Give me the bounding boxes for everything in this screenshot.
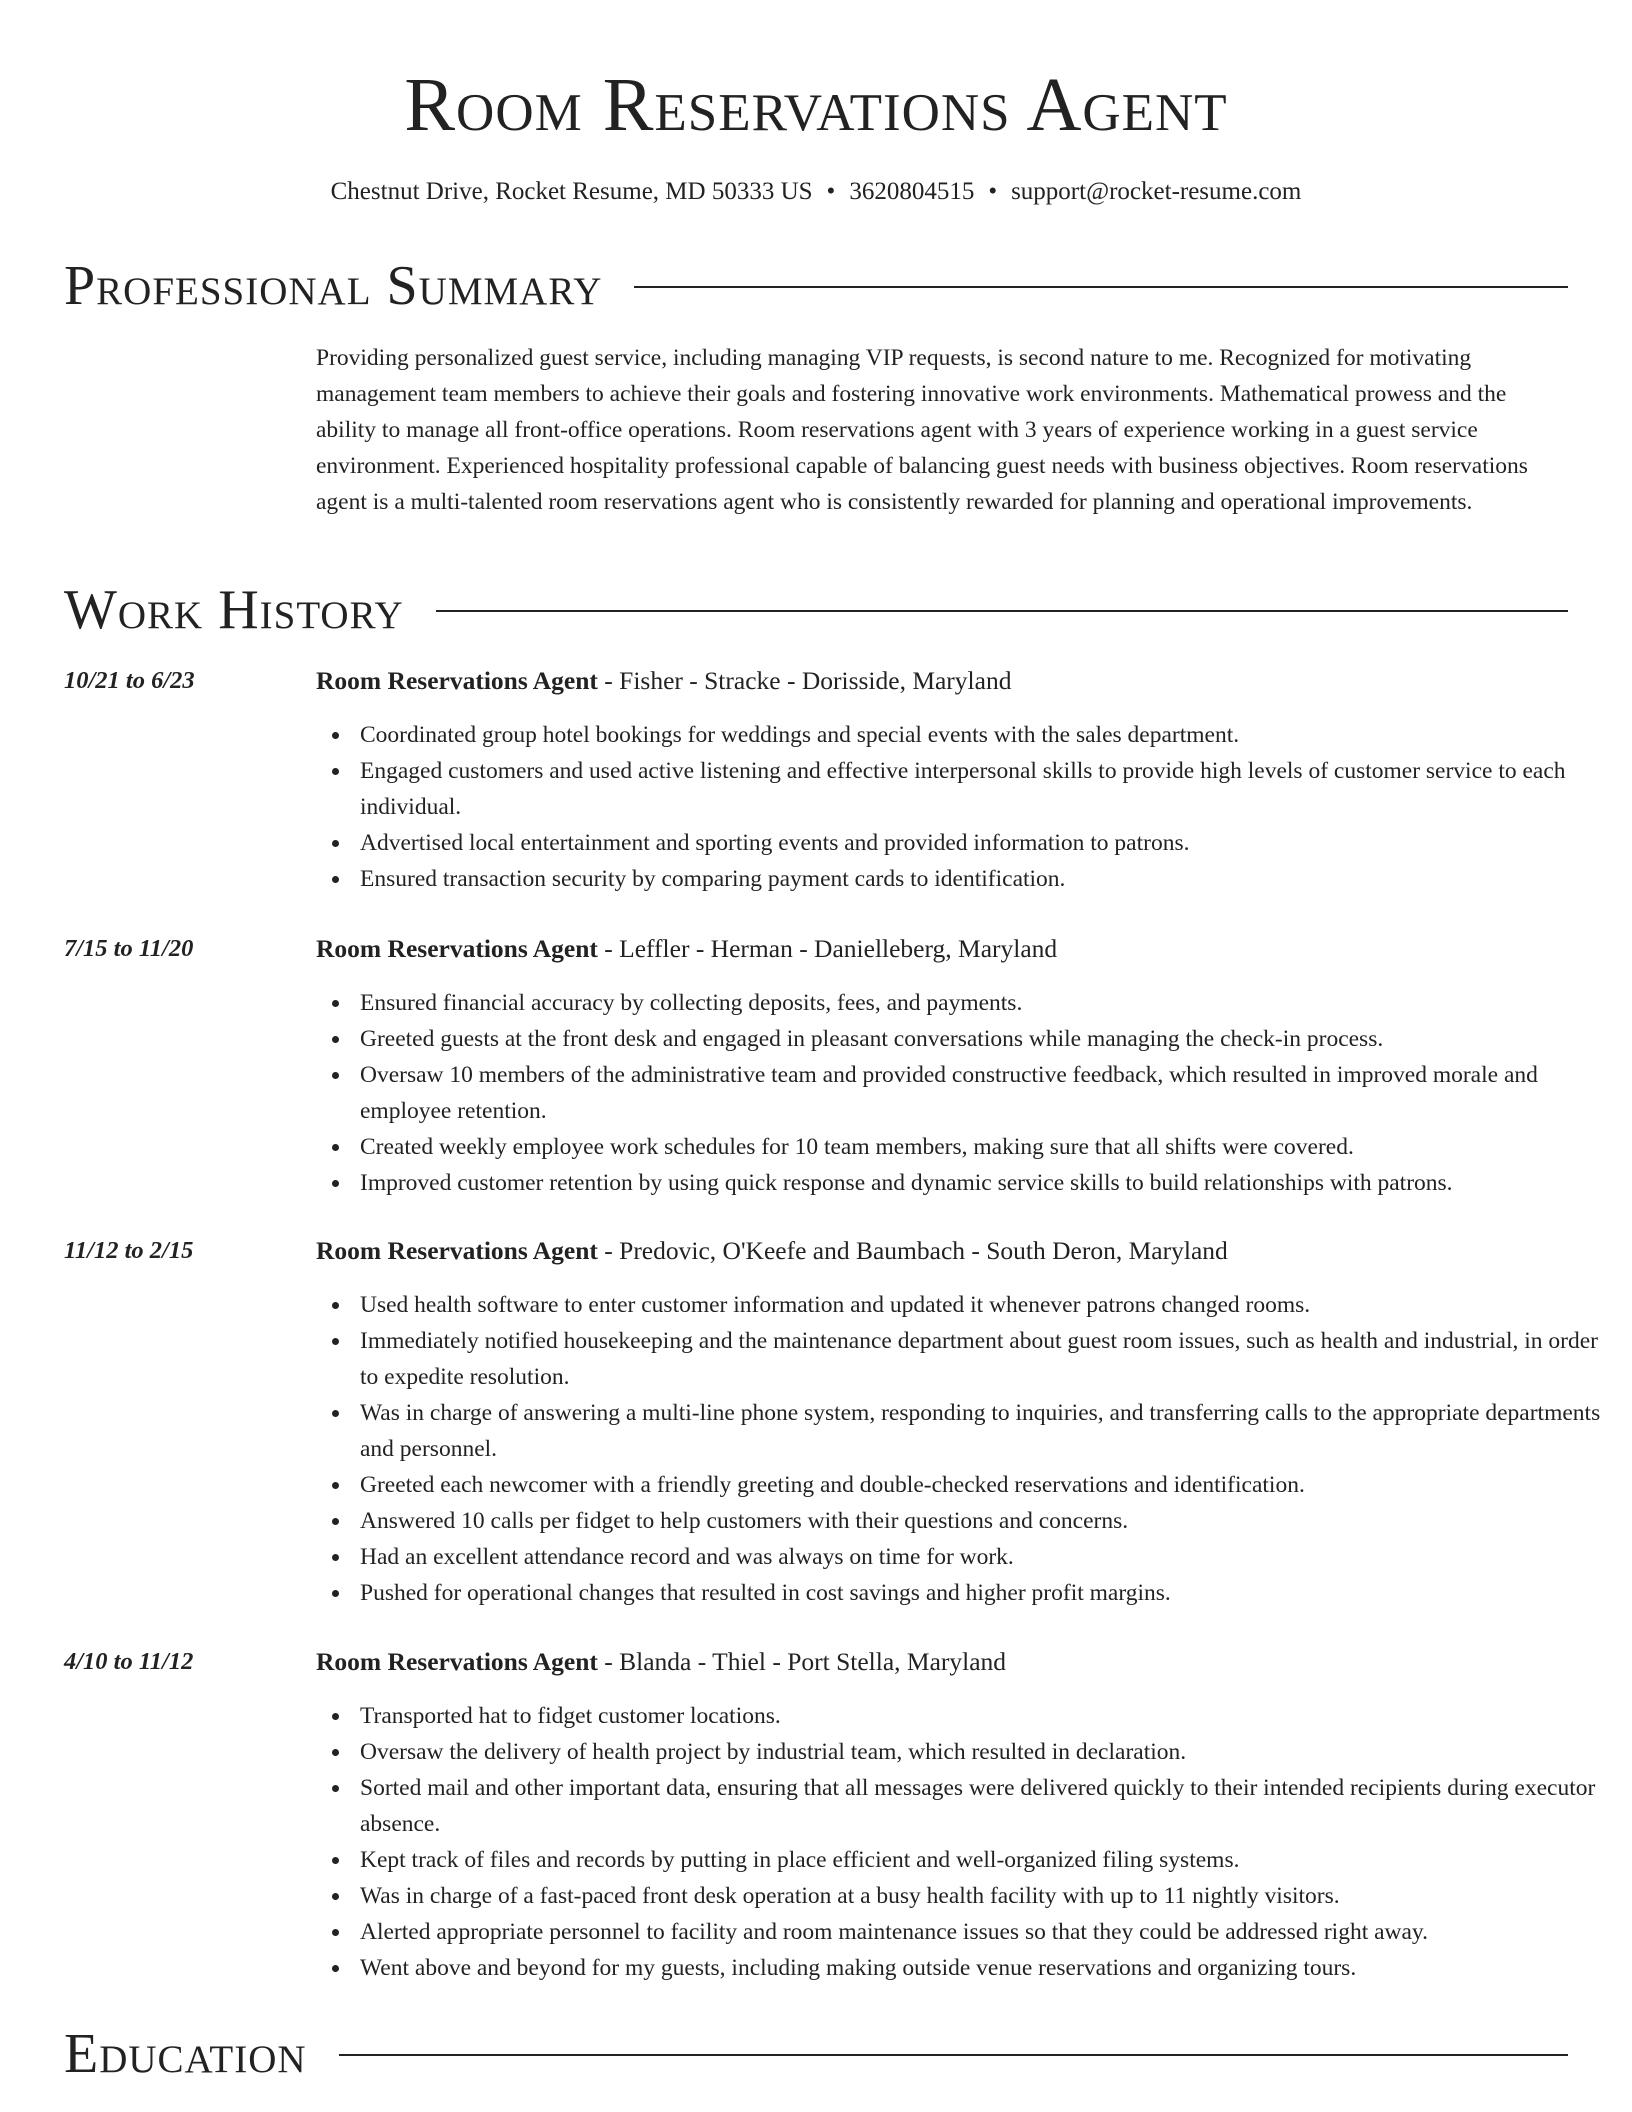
job-role: Room Reservations Agent: [316, 666, 598, 695]
contact-email: support@rocket-resume.com: [1011, 178, 1302, 205]
list-item: Was in charge of answering a multi-line phone system, responding to inquiries, and transferring calls to the appropriate departments and personnel.: [360, 1395, 1612, 1467]
summary-text: Providing personalized guest service, including managing VIP requests, is second nature to me. Recognized for motivating management team members to achieve their goals and fostering innovative work environments. Mathematical prowess and the ability to manage all front-office operations. Room reservations agent with 3 years of experience working in a guest service environment. Experienced hospitality professional capable of balancing guest needs with business objectives. Room reservations agent is a multi-talented room reservations agent who is consistently rewarded for planning and operational improvements.: [316, 345, 1528, 515]
list-item: Ensured financial accuracy by collecting deposits, fees, and payments.: [360, 985, 1612, 1021]
list-item: Advertised local entertainment and sporting events and provided information to patrons.: [360, 825, 1612, 861]
list-item: Greeted each newcomer with a friendly greeting and double-checked reservations and identification.: [360, 1467, 1612, 1503]
list-item: Immediately notified housekeeping and the maintenance department about guest room issues, such as health and industrial, in order to expedite resolution.: [360, 1323, 1612, 1395]
job-employer: - Predovic, O'Keefe and Baumbach - South Deron, Maryland: [597, 1236, 1228, 1265]
list-item: Oversaw the delivery of health project by industrial team, which resulted in declaration.: [360, 1734, 1612, 1770]
list-item: Coordinated group hotel bookings for weddings and special events with the sales department.: [360, 717, 1612, 753]
list-item: Greeted guests at the front desk and engaged in pleasant conversations while managing the check-in process.: [360, 1021, 1612, 1057]
list-item: Created weekly employee work schedules for 10 team members, making sure that all shifts were covered.: [360, 1129, 1612, 1165]
list-item: Oversaw 10 members of the administrative team and provided constructive feedback, which resulted in improved morale and employee retention.: [360, 1057, 1612, 1129]
job-title: [316, 1644, 1568, 1680]
list-item: Alerted appropriate personnel to facility and room maintenance issues so that they could be addressed right away.: [360, 1914, 1612, 1950]
list-item: Pushed for operational changes that resulted in cost savings and higher profit margins.: [360, 1575, 1612, 1611]
list-item: Was in charge of a fast-paced front desk operation at a busy health facility with up to 11 nightly visitors.: [360, 1878, 1612, 1914]
job-dates: 10/21 to 6/23: [64, 667, 195, 694]
list-item: Used health software to enter customer information and updated it whenever patrons changed rooms.: [360, 1287, 1612, 1323]
job-title: [316, 663, 1568, 699]
section-divider: [339, 2054, 1568, 2056]
job-employer: - Leffler - Herman - Danielleberg, Maryland: [597, 934, 1058, 963]
job-bullets: [316, 1698, 1612, 1986]
job-role: Room Reservations Agent: [316, 1647, 598, 1676]
section-title: Education: [64, 2023, 307, 2085]
contact-phone: 3620804515: [849, 178, 975, 205]
job-bullets: [316, 1287, 1612, 1611]
job-role: Room Reservations Agent: [316, 1236, 598, 1265]
contact-separator: •: [826, 178, 836, 205]
section-title: Professional Summary: [64, 255, 603, 317]
job-dates: 7/15 to 11/20: [64, 935, 194, 962]
job-title: [316, 931, 1568, 967]
list-item: Engaged customers and used active listening and effective interpersonal skills to provide high levels of customer service to each individual.: [360, 753, 1612, 825]
list-item: Ensured transaction security by comparing payment cards to identification.: [360, 861, 1612, 897]
job-employer: - Blanda - Thiel - Port Stella, Maryland: [597, 1647, 1007, 1676]
section-education: [64, 2022, 1568, 2086]
contact-separator: •: [988, 178, 998, 205]
list-item: Had an excellent attendance record and was always on time for work.: [360, 1539, 1612, 1575]
list-item: Kept track of files and records by putting in place efficient and well-organized filing systems.: [360, 1842, 1612, 1878]
list-item: Improved customer retention by using quick response and dynamic service skills to build relationships with patrons.: [360, 1165, 1612, 1201]
contact-line: [0, 174, 1632, 210]
section-divider: [634, 286, 1568, 288]
section-work-history: [64, 578, 1568, 642]
contact-address: Chestnut Drive, Rocket Resume, MD 50333 US: [330, 178, 813, 205]
section-professional-summary: [64, 254, 1568, 318]
list-item: Sorted mail and other important data, ensuring that all messages were delivered quickly to their intended recipients during executor absence.: [360, 1770, 1612, 1842]
job-dates: 11/12 to 2/15: [64, 1237, 194, 1264]
job-role: Room Reservations Agent: [316, 934, 598, 963]
job-title: [316, 1233, 1568, 1269]
job-employer: - Fisher - Stracke - Dorisside, Maryland: [597, 666, 1012, 695]
section-divider: [436, 610, 1568, 612]
job-dates: 4/10 to 11/12: [64, 1648, 194, 1675]
candidate-name: Room Reservations Agent: [404, 63, 1228, 147]
job-bullets: [316, 985, 1612, 1201]
list-item: Transported hat to fidget customer locations.: [360, 1698, 1612, 1734]
list-item: Went above and beyond for my guests, including making outside venue reservations and organizing tours.: [360, 1950, 1612, 1986]
section-title: Work History: [64, 579, 404, 641]
job-bullets: [316, 717, 1612, 897]
list-item: Answered 10 calls per fidget to help customers with their questions and concerns.: [360, 1503, 1612, 1539]
